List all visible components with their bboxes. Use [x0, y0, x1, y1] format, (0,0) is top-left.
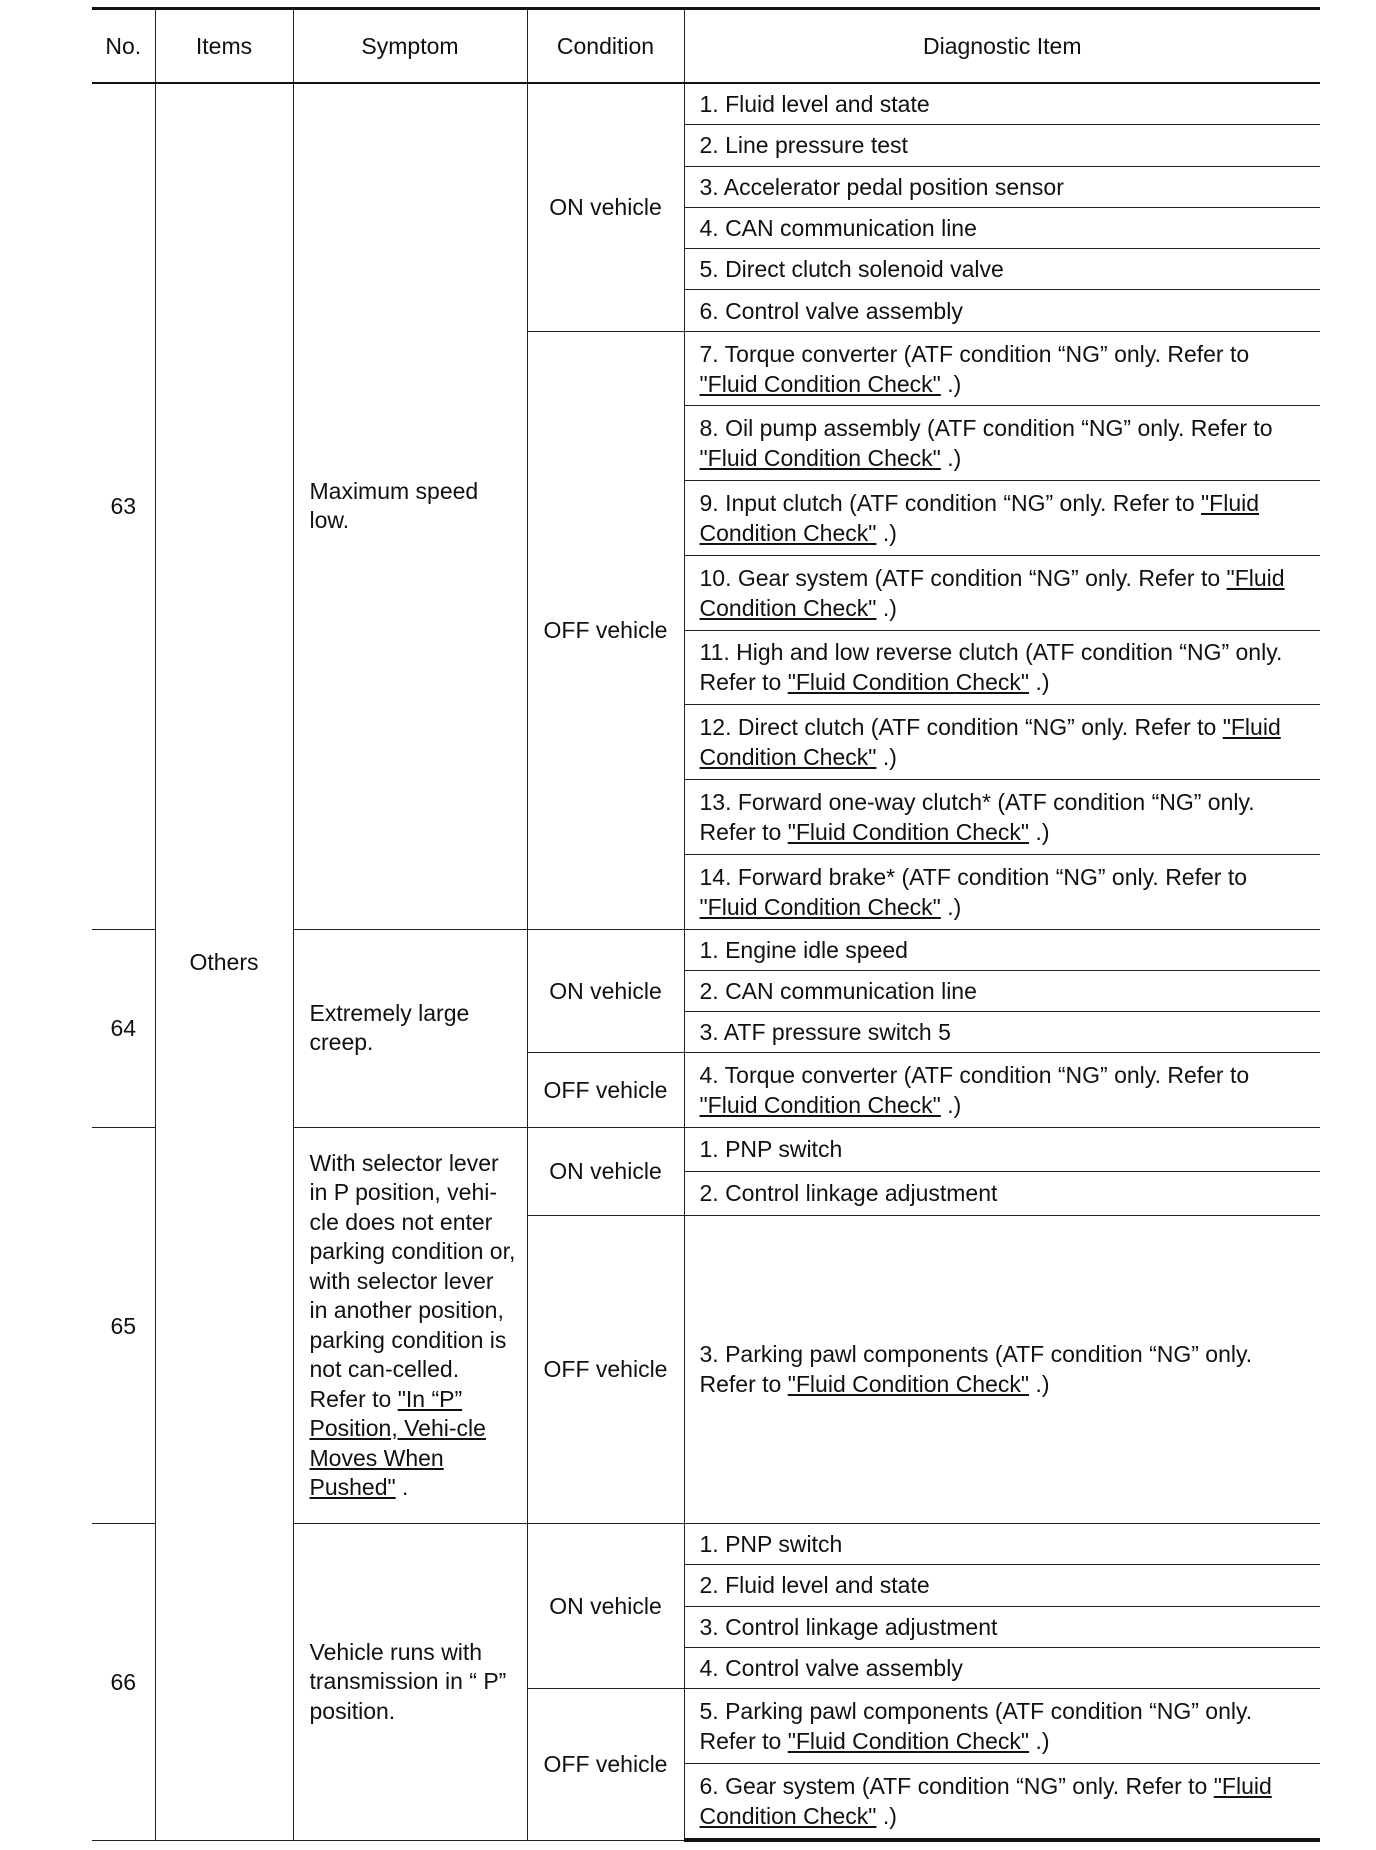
diagnostic-text: 11. High and low reverse clutch (ATF condition “NG” only. Refer to: [699, 639, 1283, 696]
fluid-condition-check-link[interactable]: "Fluid Condition Check": [787, 669, 1030, 696]
diagnostic-item: [684, 331, 1320, 406]
ref-tail: .): [940, 1092, 962, 1119]
condition-on: ON vehicle: [527, 1128, 684, 1216]
diagnostic-item: 4. CAN communication line: [684, 207, 1320, 248]
symptom-tail: .: [395, 1474, 409, 1501]
items-cell: Others: [155, 83, 293, 1840]
diagnostic-item: [684, 854, 1320, 929]
header-items: Items: [155, 9, 293, 84]
diagnostic-item: 2. Line pressure test: [684, 125, 1320, 166]
symptom-cell: Maximum speed low.: [293, 83, 527, 929]
diagnostic-item: [684, 1053, 1320, 1128]
diagnostic-text: 12. Direct clutch (ATF condition “NG” only. Refer to: [699, 714, 1217, 741]
header-diagnostic-item: Diagnostic Item: [684, 9, 1320, 84]
diagnostic-text: 10. Gear system (ATF condition “NG” only. Refer to: [699, 564, 1221, 591]
ref-tail: .): [876, 744, 897, 771]
ref-tail: .): [876, 594, 897, 621]
symptom-cell: Extremely large creep.: [293, 929, 527, 1128]
diagnostic-item: [684, 1215, 1320, 1523]
fluid-condition-check-link[interactable]: "Fluid Condition Check": [699, 564, 1285, 621]
fluid-condition-check-link[interactable]: "Fluid Condition Check": [699, 445, 941, 472]
diagnostic-item: [684, 630, 1320, 705]
diagnostic-item: 6. Control valve assembly: [684, 290, 1320, 331]
diagnostic-item: 2. CAN communication line: [684, 970, 1320, 1011]
diagnostic-text: 8. Oil pump assembly (ATF condition “NG” only. Refer to: [699, 415, 1273, 442]
ref-tail: .): [876, 519, 897, 546]
diagnostic-item: 2. Control linkage adjustment: [684, 1171, 1320, 1215]
fluid-condition-check-link[interactable]: "Fluid Condition Check": [787, 1371, 1030, 1398]
ref-tail: .): [1029, 818, 1050, 845]
condition-off: OFF vehicle: [527, 1053, 684, 1128]
diagnostic-text: 14. Forward brake* (ATF condition “NG” only. Refer to: [699, 863, 1248, 890]
diagnostic-item: [684, 1763, 1320, 1840]
symptom-cell: Vehicle runs with transmission in “ P” position.: [293, 1524, 527, 1840]
header-condition: Condition: [527, 9, 684, 84]
diagnostic-text: 13. Forward one-way clutch* (ATF condition “NG” only. Refer to: [699, 788, 1255, 845]
diagnostic-item: 2. Fluid level and state: [684, 1565, 1320, 1606]
ref-tail: .): [1029, 669, 1050, 696]
fluid-condition-check-link[interactable]: "Fluid Condition Check": [699, 1772, 1272, 1829]
ref-tail: .): [940, 370, 962, 397]
diagnostic-text: 4. Torque converter (ATF condition “NG” only. Refer to: [699, 1062, 1250, 1089]
header-row: [92, 9, 1320, 84]
row-number: 64: [92, 929, 155, 1128]
condition-off: OFF vehicle: [527, 1689, 684, 1840]
diagnostic-item: 3. Control linkage adjustment: [684, 1606, 1320, 1647]
row-number: 65: [92, 1128, 155, 1524]
symptom-cell: [293, 1128, 527, 1524]
diagnostic-text: 9. Input clutch (ATF condition “NG” only. Refer to: [699, 489, 1195, 516]
symptom-text: With selector lever in P position, vehi-cle does not enter parking condition or, with selector lever in another position, parking condition is not can-celled.: [309, 1149, 516, 1383]
row-number: 66: [92, 1524, 155, 1840]
diagnostic-item: 1. Engine idle speed: [684, 929, 1320, 970]
ref-tail: .): [876, 1802, 897, 1829]
diagnostic-item: 3. Accelerator pedal position sensor: [684, 166, 1320, 207]
diagnostic-text: 6. Gear system (ATF condition “NG” only. Refer to: [699, 1772, 1208, 1799]
condition-off: OFF vehicle: [527, 331, 684, 929]
condition-off: OFF vehicle: [527, 1215, 684, 1523]
ref-tail: .): [940, 893, 962, 920]
diagnostic-item: [684, 705, 1320, 780]
ref-tail: .): [940, 445, 962, 472]
header-symptom: Symptom: [293, 9, 527, 84]
diagnostic-text: 5. Parking pawl components (ATF condition “NG” only. Refer to: [699, 1697, 1253, 1754]
row-number: 63: [92, 83, 155, 929]
header-no: No.: [92, 9, 155, 84]
fluid-condition-check-link[interactable]: "Fluid Condition Check": [787, 1727, 1030, 1754]
diagnostic-item: [684, 1689, 1320, 1764]
diagnostic-text: 3. Parking pawl components (ATF condition “NG” only. Refer to: [699, 1341, 1253, 1398]
condition-on: ON vehicle: [527, 929, 684, 1053]
diagnostic-item: 5. Direct clutch solenoid valve: [684, 249, 1320, 290]
fluid-condition-check-link[interactable]: "Fluid Condition Check": [699, 370, 941, 397]
symptom-refer: Refer to: [309, 1385, 398, 1412]
diagnostic-item: 1. Fluid level and state: [684, 83, 1320, 125]
diagnosis-table: [92, 7, 1320, 1842]
condition-on: ON vehicle: [527, 1524, 684, 1689]
diagnostic-item: [684, 780, 1320, 855]
diagnostic-item: [684, 481, 1320, 556]
diagnostic-item: 1. PNP switch: [684, 1128, 1320, 1172]
in-p-position-link[interactable]: "In “P” Position, Vehi-cle Moves When Pushed": [309, 1385, 486, 1501]
ref-tail: .): [1029, 1371, 1050, 1398]
diagnostic-item: 4. Control valve assembly: [684, 1647, 1320, 1688]
fluid-condition-check-link[interactable]: "Fluid Condition Check": [699, 893, 941, 920]
fluid-condition-check-link[interactable]: "Fluid Condition Check": [699, 714, 1281, 771]
diagnostic-item: 3. ATF pressure switch 5: [684, 1012, 1320, 1053]
fluid-condition-check-link[interactable]: "Fluid Condition Check": [699, 489, 1260, 546]
diagnostic-item: [684, 406, 1320, 481]
ref-tail: .): [1029, 1727, 1050, 1754]
diagnostic-text: 7. Torque converter (ATF condition “NG” only. Refer to: [699, 340, 1250, 367]
diagnostic-item: [684, 555, 1320, 630]
fluid-condition-check-link[interactable]: "Fluid Condition Check": [699, 1092, 941, 1119]
fluid-condition-check-link[interactable]: "Fluid Condition Check": [787, 818, 1030, 845]
condition-on: ON vehicle: [527, 83, 684, 331]
diagnostic-item: 1. PNP switch: [684, 1524, 1320, 1565]
